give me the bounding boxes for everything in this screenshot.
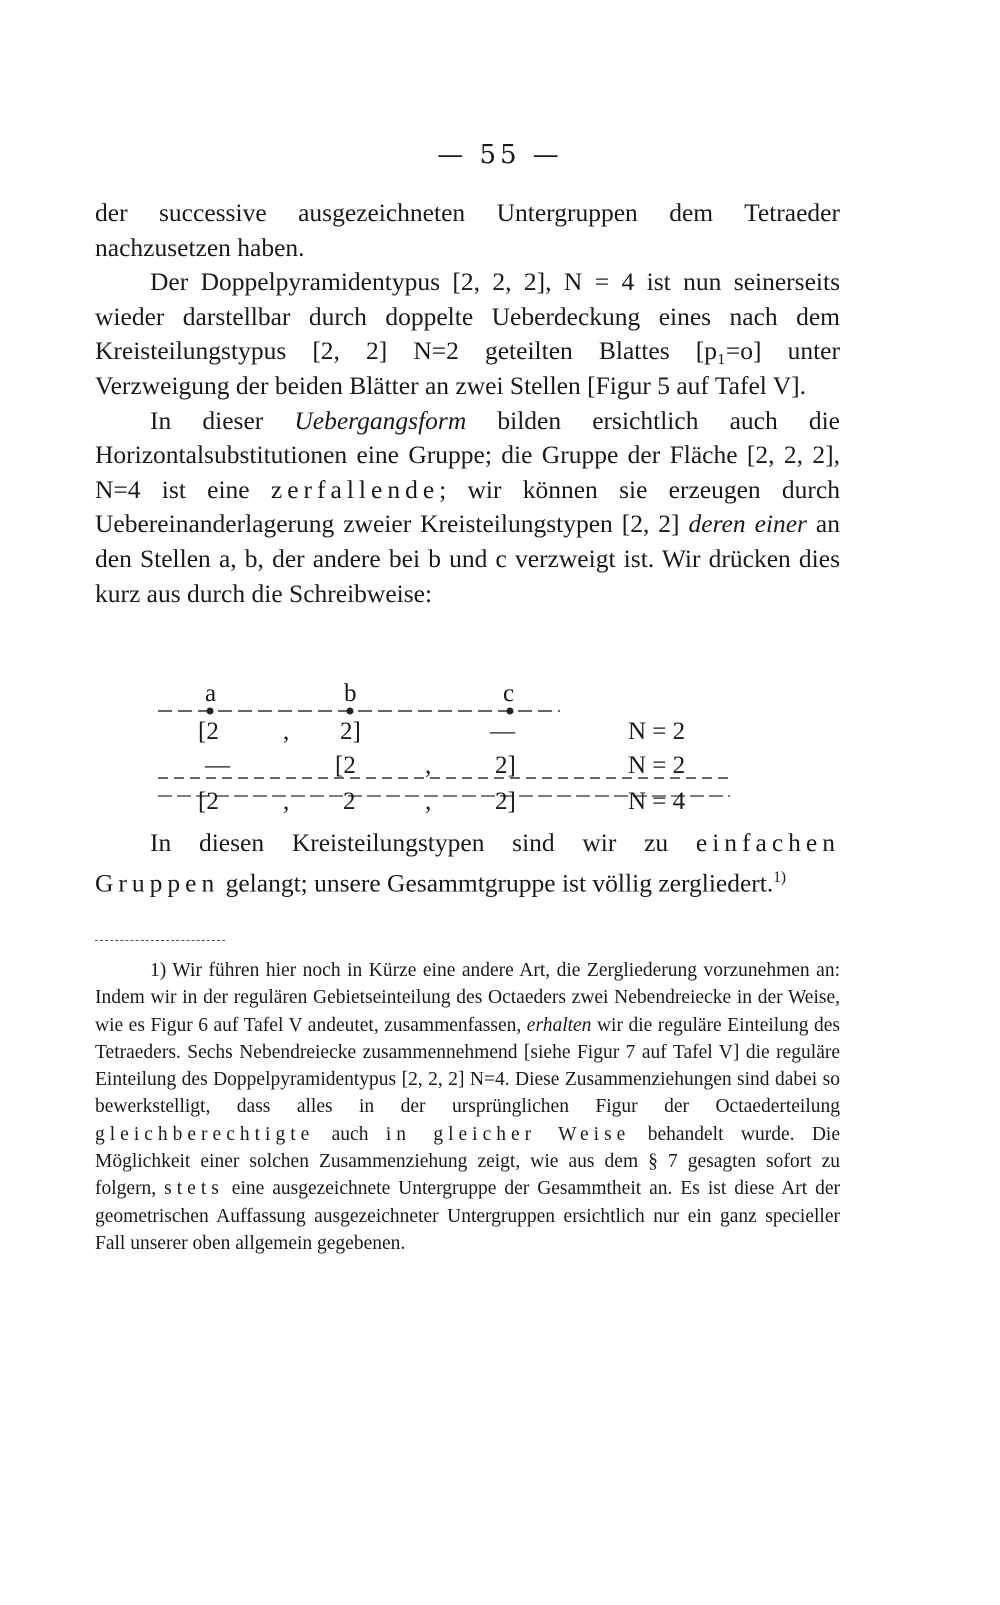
- paragraph-2: Der Doppelpyramidentypus [2, 2, 2], N = 4 ist nun seinerseits wieder darstellbar durch doppelte Ueberdeckung eines nach dem Kreisteilungstypus [2, 2] N=2 geteilten Blattes [p₁=o] unter Verzweigung der beiden Blätter an zwei Stellen [Figur 5 auf Tafel V].: [95, 267, 840, 400]
- paragraph-3-emphasis: Uebergangsform: [294, 405, 467, 435]
- main-text: [95, 196, 840, 611]
- footnote-marker: 1): [150, 960, 167, 981]
- paragraph-3-part-b: bilden ersichtlich auch die Horizontalsubstitutionen eine Gruppe; die Gruppe der Fläche [2, 2, 2], N=4 ist eine: [95, 405, 840, 504]
- label-a: a: [205, 680, 217, 707]
- paragraph-3-emphasis-2: deren einer: [688, 509, 807, 539]
- row3-comma-1: ,: [283, 788, 290, 815]
- row2-col3: 2]: [495, 752, 516, 779]
- row3-col2: 2: [343, 788, 356, 815]
- footnote-part-b: wir die reguläre Einteilung des Tetraeders. Sechs Nebendreiecke zusammennehmend [siehe Figur 7 auf Tafel V] die reguläre Einteilung des Doppelpyramidentypus [2, 2, 2] N=4. Diese Zusammenziehungen sind dabei so bewerkstelligt, dass alles in der ursprünglichen Figur der Octaederteilung: [95, 1014, 841, 1118]
- point-b-dot: [347, 708, 354, 715]
- paragraph-3-spaced: zerfallende: [270, 474, 440, 504]
- footnote-spaced-1: gleichberechtigte: [95, 1123, 315, 1145]
- row1-col1: [2: [198, 718, 219, 745]
- footnote-part-e: eine ausgezeichnete Untergruppe der Gesammtheit an. Es ist diese Art der geometrischen Auffassung ausgezeichneter Untergruppen ersichtlich nur ein ganz specieller Fall unserer oben allgemein gegebenen.: [95, 1178, 840, 1254]
- closing-part-b: gelangt; unsere Gesammtgruppe ist völlig zergliedert.: [219, 868, 774, 898]
- paragraph-3: [95, 404, 840, 612]
- footnote-part-c: auch: [314, 1123, 386, 1145]
- footnote-divider: [95, 940, 225, 941]
- closing-paragraph: [95, 826, 840, 901]
- footnote-part-d: behandelt wurde. Die Möglichkeit einer solchen Zusammenziehung zeigt, wie aus dem § 7 gesagten sofort zu folgern,: [95, 1123, 840, 1200]
- row3-n: N = 4: [628, 788, 686, 815]
- row1-n: N = 2: [628, 718, 686, 745]
- row2-n: N = 2: [628, 752, 686, 779]
- closing-spaced-1: einfachen: [695, 828, 840, 857]
- footnote: [95, 957, 840, 1257]
- row3-comma-2: ,: [425, 788, 432, 815]
- row1-col3: —: [490, 718, 515, 745]
- paragraph-3-part-d: an den Stellen a, b, der andere bei b und c verzweigt ist. Wir drücken dies kurz aus durch die Schreibweise:: [95, 509, 840, 608]
- row1-col2: 2]: [340, 718, 361, 745]
- paragraph-3-part-c: ; wir können sie erzeugen durch Uebereinanderlagerung zweier Kreisteilungstypen [2, 2]: [95, 474, 840, 539]
- closing-part-a: In diesen Kreisteilungstypen sind wir zu: [150, 828, 696, 857]
- point-a-dot: [207, 708, 214, 715]
- footnote-spaced-3: stets: [164, 1178, 224, 1200]
- point-c-dot: [507, 708, 514, 715]
- paragraph-1: der successive ausgezeichneten Untergruppen dem Tetraeder nachzusetzen haben.: [95, 198, 840, 262]
- page-number: — 55 —: [437, 140, 563, 170]
- closing-spaced-2: Gruppen: [95, 868, 220, 898]
- row3-col3: 2]: [495, 788, 516, 815]
- paragraph-3-part-a: In dieser: [150, 405, 295, 435]
- row2-col1: —: [205, 752, 230, 779]
- row2-comma: ,: [425, 752, 432, 779]
- row2-col2: [2: [335, 752, 356, 779]
- branching-scheme: [150, 680, 750, 828]
- row1-comma: ,: [283, 718, 290, 745]
- footnote-spaced-2: in gleicher Weise: [385, 1123, 631, 1145]
- footnote-emphasis: erhalten: [526, 1014, 592, 1036]
- label-b: b: [344, 680, 357, 707]
- label-c: c: [503, 680, 515, 707]
- row3-col1: [2: [198, 788, 219, 815]
- footnote-reference: 1): [773, 868, 786, 886]
- footnote-part-a: Wir führen hier noch in Kürze eine andere Art, die Zergliederung vorzunehmen an: Indem wir in der regulären Gebietseinteilung des Octaeders zwei Nebendreiecke in der Weise, wie es Figur 6 auf Tafel V andeutet, zusammenfassen,: [95, 960, 840, 1036]
